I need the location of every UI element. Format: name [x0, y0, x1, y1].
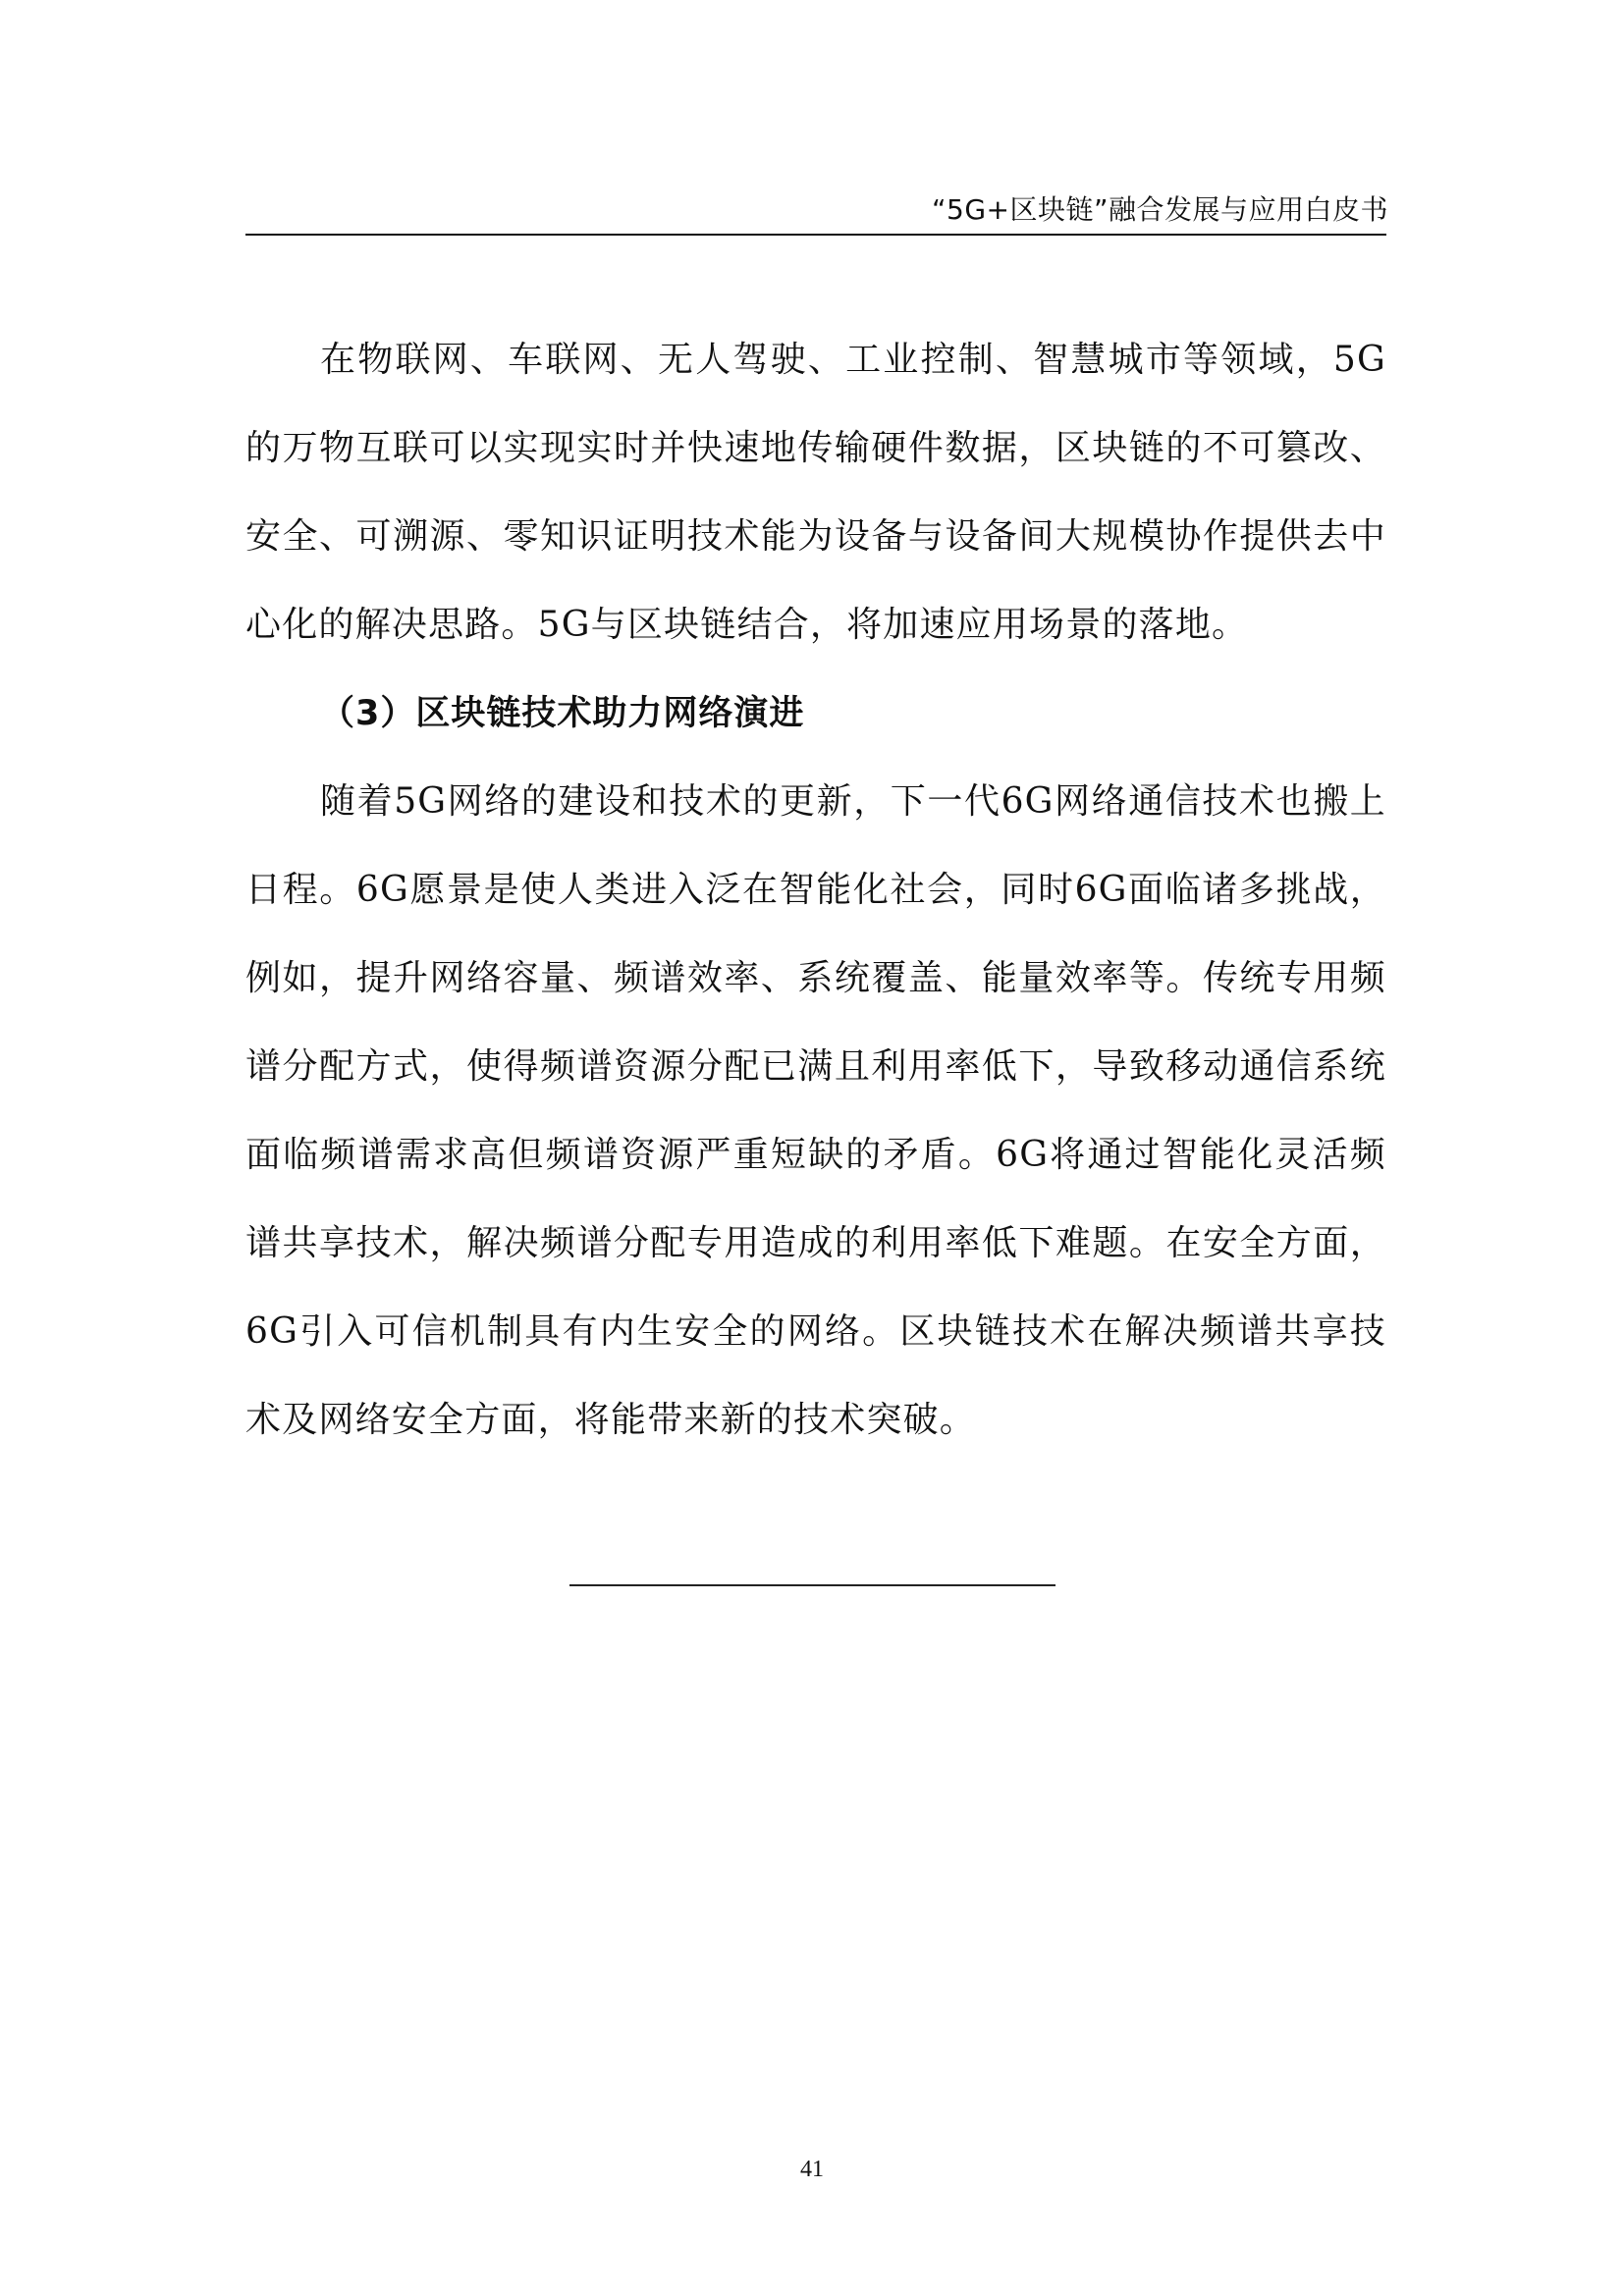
paragraph-6g-evolution: 随着5G网络的建设和技术的更新，下一代6G网络通信技术也搬上日程。6G愿景是使人类进入泛在智能化社会，同时6G面临诸多挑战，例如，提升网络容量、频谱效率、系统覆盖、能量效率等。传统专用频谱分配方式，使得频谱资源分配已满且利用率低下，导致移动通信系统面临频谱需求高但频谱资源严重短缺的矛盾。6G将通过智能化灵活频谱共享技术，解决频谱分配专用造成的利用率低下难题。在安全方面，6G引入可信机制具有内生安全的网络。区块链技术在解决频谱共享技术及网络安全方面，将能带来新的技术突破。: [245, 781, 1386, 1440]
running-header-title: “5G+区块链”融合发展与应用白皮书: [932, 193, 1388, 226]
footnote-divider: [569, 1584, 1056, 1586]
page-number: 41: [800, 2157, 824, 2182]
header-divider: [245, 234, 1386, 236]
paragraph-iot-5g: 在物联网、车联网、无人驾驶、工业控制、智慧城市等领域，5G的万物互联可以实现实时并快速地传输硬件数据，区块链的不可篡改、安全、可溯源、零知识证明技术能为设备与设备间大规模协作提供去中心化的解决思路。5G与区块链结合，将加速应用场景的落地。: [245, 340, 1386, 645]
section-heading-network-evolution: （3）区块链技术助力网络演进: [320, 694, 805, 733]
body-text: [245, 316, 1386, 1465]
